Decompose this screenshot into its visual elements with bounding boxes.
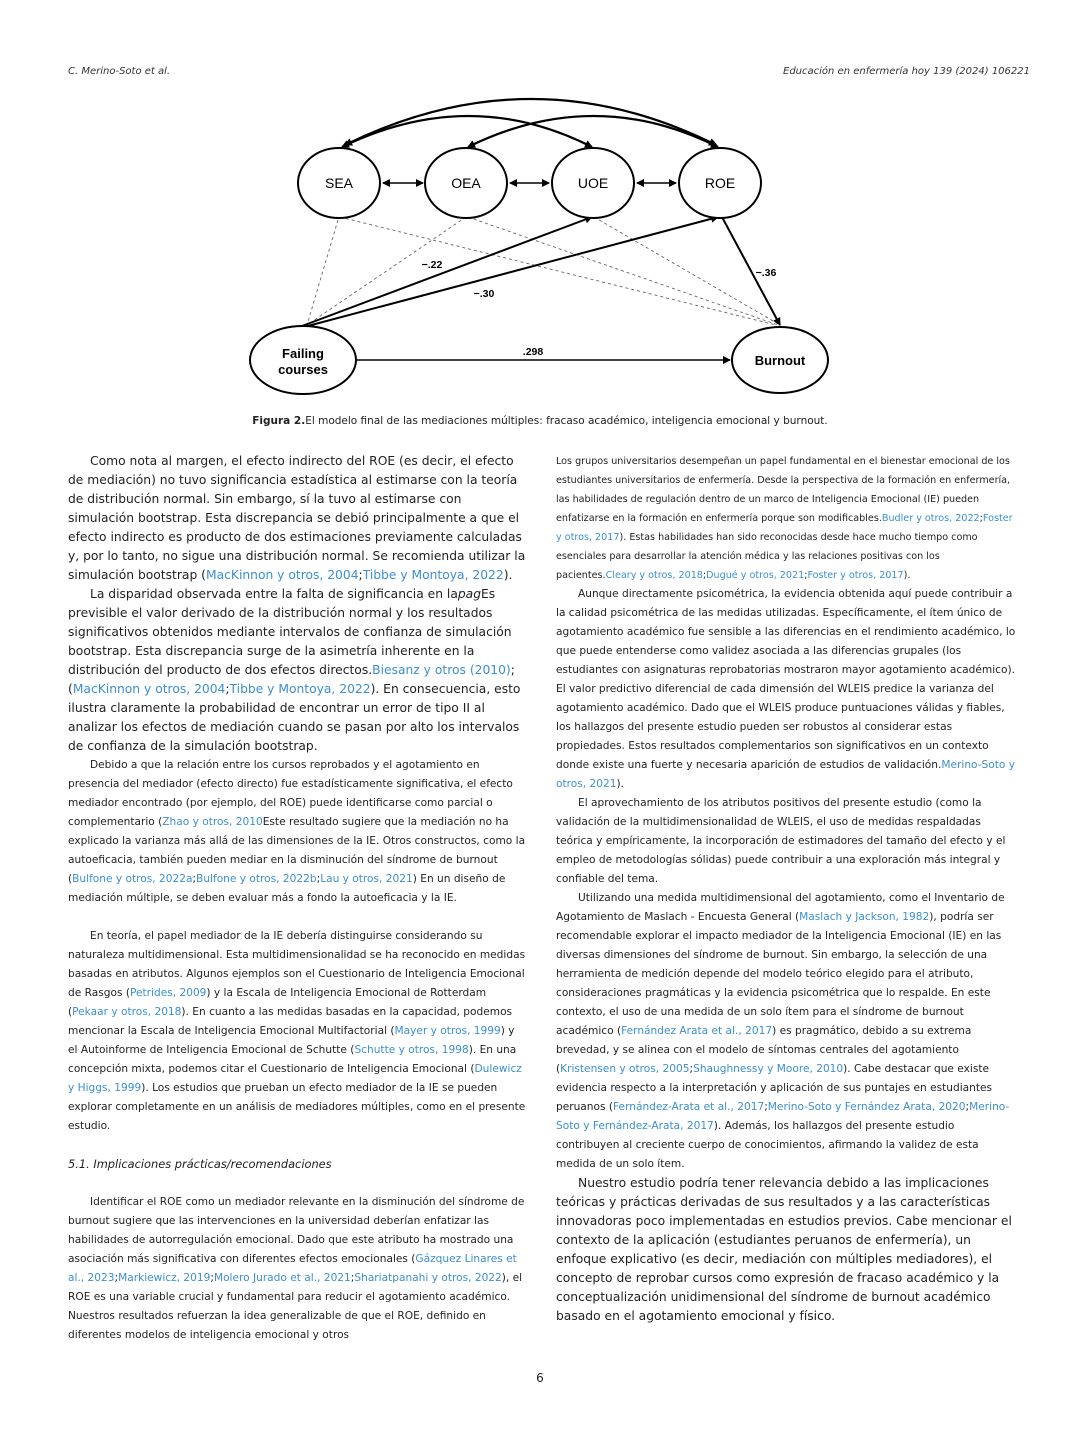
node-burnout bbox=[732, 327, 828, 393]
covariance-arcs bbox=[342, 99, 718, 147]
arc-sea-uoe bbox=[342, 116, 592, 147]
section-heading: 5.1. Implicaciones prácticas/recomendaciones bbox=[68, 1157, 332, 1171]
text: ) y la Escala de Inteligencia Emocional de Rotterdam ( bbox=[68, 987, 487, 1018]
text: ; ( bbox=[68, 663, 515, 696]
citation-link[interactable]: Bulfone y otros, 2022a bbox=[72, 873, 193, 885]
citation-link[interactable]: Shariatpanahi y otros, 2022 bbox=[354, 1272, 502, 1284]
citation-link[interactable]: Foster y otros, 2017 bbox=[556, 513, 1013, 543]
citation-link[interactable]: Markiewicz, 2019 bbox=[118, 1272, 211, 1284]
citation-link[interactable]: Bulfone y otros, 2022b bbox=[196, 873, 317, 885]
text: ; bbox=[979, 513, 983, 524]
citation-link[interactable]: Kristensen y otros, 2005 bbox=[560, 1063, 690, 1075]
text: ), el ROE es una variable crucial y fundamental para reducir el agotamiento académico. Nuestros resultados refuerzan la idea generalizable de que el ROE, definido en diferentes modelos de inteligencia emocional y otros bbox=[68, 1272, 523, 1341]
citation-link[interactable]: Petrides, 2009 bbox=[129, 987, 207, 999]
text: ; bbox=[225, 682, 230, 696]
running-header-authors: C. Merino-Soto et al. bbox=[68, 66, 171, 77]
text: ; bbox=[764, 1101, 768, 1113]
node-roe bbox=[679, 148, 761, 218]
left-column bbox=[68, 452, 526, 1345]
text-italic: pag bbox=[457, 587, 482, 601]
text: Los grupos universitarios desempeñan un papel fundamental en el bienestar emocional de los estudiantes universitarios de enfermería. Desde la perspectiva de la formación en enfermería, las habilidades de regulación dentro de un marco de Inteligencia Emocional (IE) pueden enfatizarse en la formación en enfermería porque son modificables. bbox=[556, 456, 1011, 524]
text: ). Cabe destacar que existe evidencia respecto a la interpretación y aplicación de sus puntajes en estudiantes peruanos ( bbox=[556, 1063, 993, 1113]
text: La disparidad observada entre la falta de significancia en la bbox=[90, 587, 458, 601]
caption-text: El modelo final de las mediaciones múltiples: fracaso académico, inteligencia emocional y burnout. bbox=[305, 415, 828, 427]
text: ), podría ser recomendable explorar el impacto mediador de la Inteligencia Emocional (IE) en las diversas dimensiones del síndrome de burnout. Sin embargo, la selección de una herramienta de medición depende del modelo teórico elegido para el atributo, consideraciones pragmáticas y la evidencia psicométrica que lo respalde. En este contexto, el uso de una medida de un solo ítem para el síndrome de burnout académico ( bbox=[556, 911, 1002, 1037]
node-sea-label: SEA bbox=[324, 175, 354, 191]
node-failing-label-1: Failing bbox=[282, 346, 324, 361]
paragraph bbox=[68, 585, 526, 756]
text: ). bbox=[503, 568, 513, 582]
citation-link[interactable]: Dugué y otros, 2021 bbox=[706, 570, 805, 581]
text: ) En un diseño de mediación múltiple, se deben evaluar más a fondo la autoeficacia y la IE. bbox=[68, 873, 506, 904]
text: ; bbox=[804, 570, 808, 581]
non-significant-paths bbox=[307, 217, 780, 325]
page-number: 6 bbox=[536, 1371, 544, 1385]
paragraph bbox=[556, 585, 1016, 794]
citation-link[interactable]: Fernández-Arata et al., 2017 bbox=[613, 1101, 765, 1113]
text: ) es pragmático, debido a su extrema brevedad, y se alinea con el modelo de síntomas centrales del agotamiento ( bbox=[556, 1025, 972, 1075]
paragraph bbox=[68, 452, 526, 585]
text: ; bbox=[358, 568, 363, 582]
citation-link[interactable]: Zhao y otros, 2010 bbox=[162, 816, 263, 828]
citation-link[interactable]: Tibbe y Montoya, 2022 bbox=[229, 682, 371, 696]
node-failing-label-2: courses bbox=[278, 362, 328, 377]
text: ) y el Autoinforme de Inteligencia Emocional de Schutte ( bbox=[68, 1025, 515, 1056]
node-sea bbox=[298, 148, 380, 218]
paragraph bbox=[68, 756, 526, 908]
paragraph bbox=[556, 1174, 1016, 1326]
text: ). En una concepción mixta, podemos citar el Cuestionario de Inteligencia Emocional ( bbox=[68, 1044, 517, 1075]
figure-caption bbox=[0, 415, 1080, 427]
mediation-model-figure bbox=[0, 95, 1080, 415]
text: ; bbox=[192, 873, 197, 885]
citation-link[interactable]: Schutte y otros, 1998 bbox=[354, 1044, 469, 1056]
text: ). bbox=[903, 570, 911, 581]
text: ; bbox=[702, 570, 707, 581]
text: El aprovechamiento de los atributos positivos del presente estudio (como la validación de la multidimensionalidad de WLEIS, el uso de medidas respaldadas teórica y empíricamente, la incorporación de estimadores del tamaño del efecto y el empleo de metodologías sólidas) puede contribuir a una exploración más integral y confiable del tema. bbox=[556, 797, 1006, 885]
text: Identificar el ROE como un mediador relevante en la disminución del síndrome de burnout sugiere que las intervenciones en la universidad deberían enfatizar las habilidades de autorregulación emocional. Dado que este atributo ha mostrado una asociación más significativa con diferentes efectos emocionales ( bbox=[68, 1196, 525, 1265]
paragraph bbox=[556, 452, 1016, 585]
citation-link[interactable]: Pekaar y otros, 2018 bbox=[72, 1006, 182, 1018]
text: ; bbox=[965, 1101, 970, 1113]
text: ). Además, los hallazgos del presente estudio contribuyen al creciente cuerpo de conocimientos, afirmando la validez de esta medida de un solo ítem. bbox=[556, 1120, 979, 1170]
citation-link[interactable]: Mayer y otros, 1999 bbox=[394, 1025, 501, 1037]
node-uoe-label: UOE bbox=[577, 175, 609, 191]
citation-link[interactable]: Merino-Soto y otros, 2021 bbox=[556, 759, 1016, 790]
text: Nuestro estudio podría tener relevancia debido a las implicaciones teóricas y prácticas derivadas de sus resultados y a las características innovadoras poco implementadas en estudios previos. Cabe mencionar el contexto de la aplicación (estudiantes peruanos de enfermería), un enfoque explicativo (es decir, mediación con múltiples mediadores), el concepto de reprobar cursos como expresión de fracaso académico y la conceptualización unidimensional del síndrome de burnout académico basado en el agotamiento emocional y físico. bbox=[556, 1176, 1012, 1323]
coef-oea-failing: −.22 bbox=[421, 259, 443, 271]
coef-uoe-failing: −.30 bbox=[473, 288, 495, 300]
citation-link[interactable]: Molero Jurado et al., 2021 bbox=[213, 1272, 351, 1284]
text: ). En cuanto a las medidas basadas en la capacidad, podemos mencionar la Escala de Inteligencia Emocional Multifactorial ( bbox=[68, 1006, 513, 1037]
significant-paths bbox=[302, 217, 780, 360]
text: ; bbox=[689, 1063, 694, 1075]
paragraph bbox=[556, 889, 1016, 1174]
citation-link[interactable]: Merino-Soto y Fernández Arata, 2020 bbox=[767, 1101, 966, 1113]
citation-link[interactable]: Shaughnessy y Moore, 2010 bbox=[693, 1063, 844, 1075]
citation-link[interactable]: MacKinnon y otros, 2004 bbox=[205, 568, 359, 582]
text: Debido a que la relación entre los cursos reprobados y el agotamiento en presencia del mediador (efecto directo) fue estadísticamente significativa, el efecto mediador encontrado (por ejemplo, del ROE) puede identificarse como parcial o complementario ( bbox=[68, 759, 513, 828]
text: ; bbox=[210, 1272, 214, 1284]
text: Este resultado sugiere que la mediación no ha explicado la varianza más allá de las dimensiones de la IE. Otros constructos, como la autoeficacia, también pueden mediar en la disminución del síndrome de burnout ( bbox=[68, 816, 526, 885]
text: Como nota al margen, el efecto indirecto del ROE (es decir, el efecto de mediación) no tuvo significancia estadística al estimarse con la teoría de distribución normal. Sin embargo, sí la tuvo al estimarse con simulación bootstrap. Esta discrepancia se debió principalmente a que el efecto indirecto es producto de dos estimaciones previamente calculadas y, por lo tanto, no sigue una distribución normal. Se recomienda utilizar la simulación bootstrap ( bbox=[68, 454, 526, 582]
paragraph bbox=[68, 1193, 526, 1345]
citation-link[interactable]: Lau y otros, 2021 bbox=[320, 873, 413, 885]
citation-link[interactable]: Tibbe y Montoya, 2022 bbox=[362, 568, 504, 582]
arc-oea-roe bbox=[468, 116, 718, 147]
text: ; bbox=[114, 1272, 119, 1284]
node-burnout-label: Burnout bbox=[754, 353, 806, 368]
text: Es previsible el valor derivado de la distribución normal y los resultados significativos obtenidos mediante intervalos de confianza de simulación bootstrap. Esta discrepancia surge de la asimetría inherente en la distribución del producto de dos efectos directos. bbox=[68, 587, 512, 677]
running-header-journal: Educación en enfermería hoy 139 (2024) 106221 bbox=[783, 66, 1030, 77]
right-column bbox=[556, 452, 1016, 1326]
citation-link[interactable]: Budler y otros, 2022 bbox=[881, 513, 980, 524]
arc-sea-roe bbox=[345, 99, 716, 145]
text: ; bbox=[316, 873, 321, 885]
text: ; bbox=[350, 1272, 355, 1284]
citation-link[interactable]: Merino-Soto y Fernández-Arata, 2017 bbox=[556, 1101, 1010, 1132]
paragraph bbox=[68, 927, 526, 1136]
text: ). Los estudios que prueban un efecto mediador de la IE se pueden explorar completamente en un análisis de mediadores múltiples, como en el presente estudio. bbox=[68, 1082, 526, 1132]
node-roe-label: ROE bbox=[704, 175, 736, 191]
paragraph bbox=[556, 794, 1016, 889]
citation-link[interactable]: Maslach y Jackson, 1982 bbox=[799, 911, 930, 923]
text: Utilizando una medida multidimensional del agotamiento, como el Inventario de Agotamiento de Maslach - Encuesta General ( bbox=[556, 892, 1005, 923]
coef-failing-burnout: .298 bbox=[522, 346, 544, 358]
text: ). En consecuencia, esto ilustra claramente la probabilidad de encontrar un error de tipo II al analizar los efectos de mediación cuando se pasan por alto los intervalos de confianza de la simulación bootstrap. bbox=[68, 682, 521, 753]
citation-link[interactable]: Dulewicz y Higgs, 1999 bbox=[68, 1063, 522, 1094]
text: En teoría, el papel mediador de la IE debería distinguirse considerando su naturaleza multidimensional. Esta multidimensionalidad se ha reconocido en medidas basadas en atributos. Algunos ejemplos son el Cuestionario de Inteligencia Emocional de Rasgos ( bbox=[68, 930, 526, 999]
text: Aunque directamente psicométrica, la evidencia obtenida aquí puede contribuir a la calidad psicométrica de las medidas utilizadas. Específicamente, el ítem único de agotamiento académico fue sensible a las diferencias en el rendimiento académico, lo que puede entenderse como validez asociada a las diferencias grupales (los estudiantes con asignaturas reprobatorias mostraron mayor agotamiento académico). El valor predictivo diferencial de cada dimensión del WLEIS predice la varianza del agotamiento académico. Dado que el WLEIS produce puntuaciones válidas y fiables, los hallazgos del presente estudio pueden ser robustos al considerar estas propiedades. Estos resultados complementarios son significativos en un contexto donde existe una fuerte y necesaria aparición de estudios de validación. bbox=[556, 588, 1016, 771]
citation-link[interactable]: Cleary y otros, 2018 bbox=[605, 570, 703, 581]
node-oea-label: OEA bbox=[451, 175, 481, 191]
caption-label: Figura 2. bbox=[252, 415, 306, 427]
coef-roe-burnout: −.36 bbox=[755, 267, 777, 279]
text: ). bbox=[616, 778, 624, 790]
citation-link[interactable]: Biesanz y otros (2010) bbox=[372, 663, 511, 677]
citation-link[interactable]: Foster y otros, 2017 bbox=[807, 570, 904, 581]
node-uoe bbox=[552, 148, 634, 218]
citation-link[interactable]: MacKinnon y otros, 2004 bbox=[72, 682, 226, 696]
node-oea bbox=[425, 148, 507, 218]
citation-link[interactable]: Fernández Arata et al., 2017 bbox=[621, 1025, 773, 1037]
text: ). Estas habilidades han sido reconocidas desde hace mucho tiempo como esenciales para desarrollar la atención médica y las relaciones positivas con los pacientes. bbox=[556, 532, 978, 581]
citation-link[interactable]: Gázquez Linares et al., 2023 bbox=[68, 1253, 517, 1284]
node-failing-courses bbox=[250, 326, 356, 394]
